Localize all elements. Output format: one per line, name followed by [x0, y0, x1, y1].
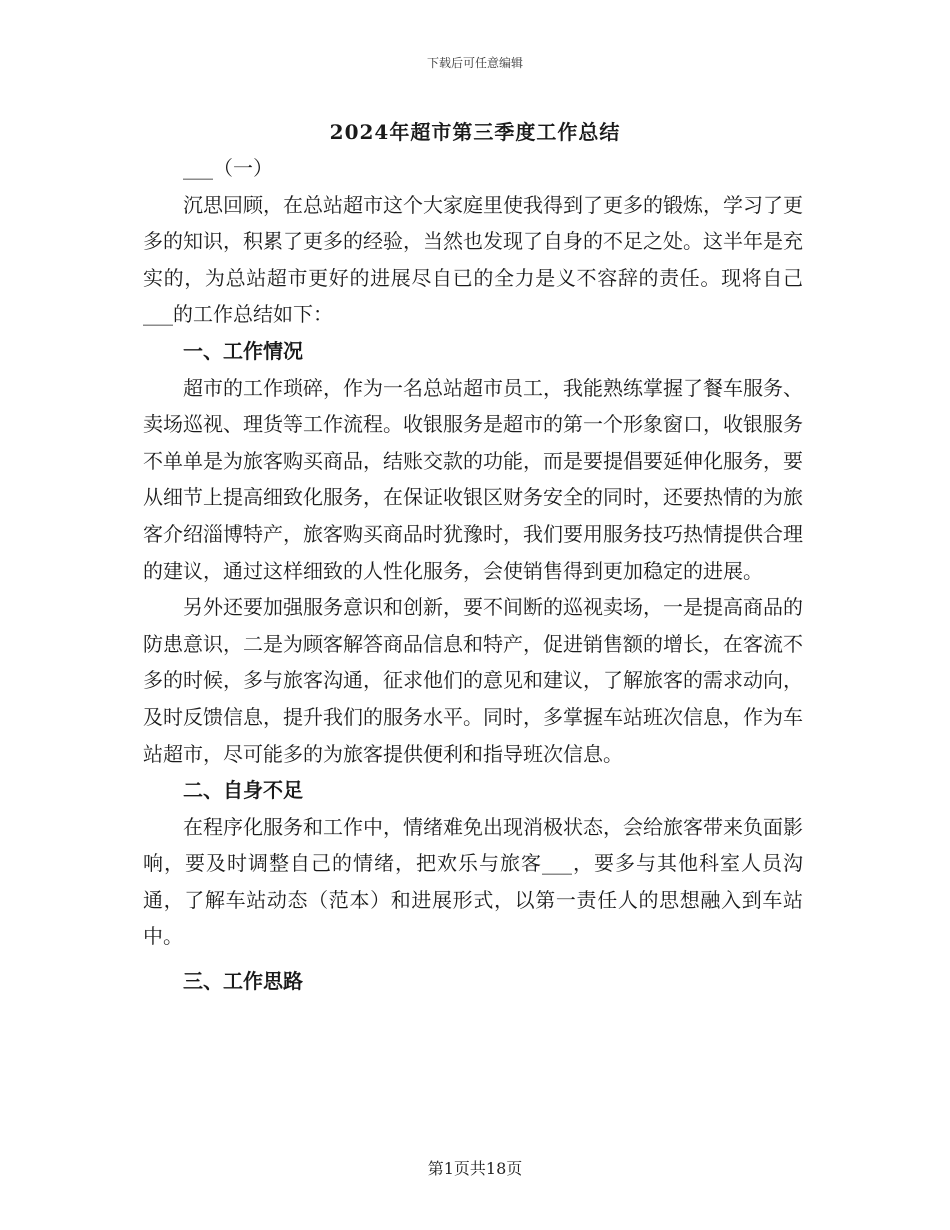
paragraph-service-awareness: 另外还要加强服务意识和创新，要不间断的巡视卖场，一是提高商品的防患意识，二是为顾客解答商品信息和特产，促进销售额的增长，在客流不多的时候，多与旅客沟通，征求他们的意见和建议，了解旅客的需求动向，及时反馈信息，提升我们的服务水平。同时，多掌握车站班次信息，作为车站超市，尽可能多的为旅客提供便利和指导班次信息。 [143, 595, 803, 766]
header-note: 下载后可任意编辑 [426, 56, 523, 70]
paragraph-shortcomings: 在程序化服务和工作中，情绪难免出现消极状态，会给旅客带来负面影响，要及时调整自己的情绪，把欢乐与旅客___，要多与其他科室人员沟通，了解车站动态（范本）和进展形式，以第一责任人的思想融入到车站中。 [143, 814, 803, 949]
page-number: 第1页共18页 [427, 1159, 523, 1178]
document-body [143, 150, 803, 1000]
intro-paragraph: 沉思回顾，在总站超市这个大家庭里使我得到了更多的锻炼，学习了更多的知识，积累了更多的经验，当然也发现了自身的不足之处。这半年是充实的，为总站超市更好的进展尽自已的全力是义不容辞的责任。现将自己___的工作总结如下： [143, 192, 803, 327]
paragraph-work-situation: 超市的工作琐碎，作为一名总站超市员工，我能熟练掌握了餐车服务、卖场巡视、理货等工作流程。收银服务是超市的第一个形象窗口，收银服务不单单是为旅客购买商品，结账交款的功能，而是要提倡要延伸化服务，要从细节上提高细致化服务，在保证收银区财务安全的同时，还要热情的为旅客介绍淄博特产，旅客购买商品时犹豫时，我们要用服务技巧热情提供合理的建议，通过这样细致的人性化服务，会使销售得到更加稳定的进展。 [143, 375, 803, 583]
section-subtitle: ___（一） [183, 156, 273, 180]
heading-work-ideas: 三、工作思路 [183, 969, 303, 994]
document-title: 2024年超市第三季度工作总结 [329, 120, 621, 144]
heading-work-situation: 一、工作情况 [183, 338, 303, 363]
heading-shortcomings: 二、自身不足 [183, 778, 303, 803]
